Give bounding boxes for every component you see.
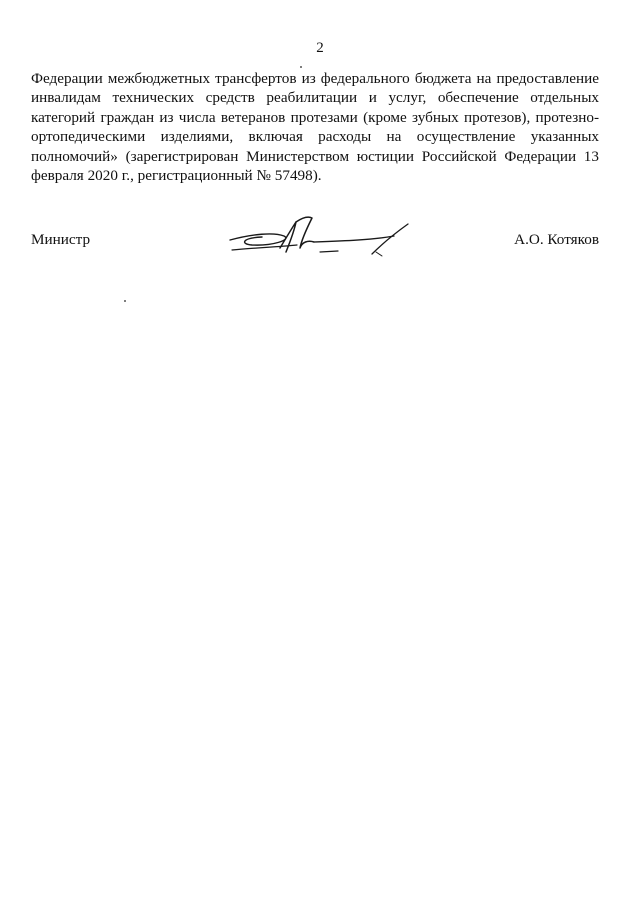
body-paragraph: Федерации межбюджетных трансфертов из федерального бюджета на предоставление инвалидам технических средств реабилитации и услуг, обеспечение отдельных категорий граждан из числа ветеранов протезами (кроме зубных протезов), протезно-ортопедическими изделиями, включая расходы на осуществление указанных полномочий» (зарегистрирован Министерством юстиции Российской Федерации 13 февраля 2020 г., регистрационный № 57498). (31, 70, 599, 185)
scan-speck (124, 300, 126, 302)
signer-name: А.О. Котяков (514, 231, 599, 248)
scan-speck (300, 66, 302, 68)
page-number: 2 (316, 40, 324, 56)
signer-title: Министр (31, 231, 91, 248)
handwritten-signature (222, 212, 418, 264)
